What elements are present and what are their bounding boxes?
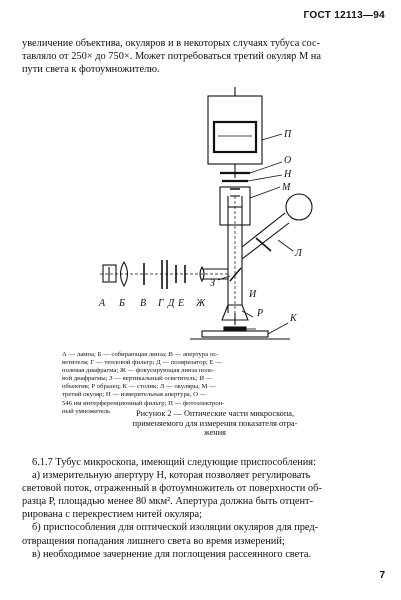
legend-line: объектив; Р образец; К — столик; Л — окуляры, М —	[62, 383, 216, 391]
legend-line: третий окуляр; Н — измерительная апертура, О —	[62, 391, 207, 399]
legend-line: 546 нм интерференционный фильтр; П — фотоэлектрон-	[62, 399, 225, 407]
beam-splitter	[230, 268, 241, 281]
text-line: тавляло от 250× до 750×. Может потребоваться третий окуляр М на	[22, 51, 321, 62]
label-Zh: Ж	[196, 298, 206, 309]
label-K: К	[290, 313, 297, 324]
label-I: И	[249, 289, 257, 300]
label-B: Б	[119, 298, 125, 309]
label-A: А	[99, 298, 106, 309]
label-M: М	[282, 182, 291, 193]
legend-line: полевая диафрагма; Ж — фокусирующая линза поле-	[62, 367, 215, 375]
label-L: Л	[295, 248, 302, 259]
light-path-components	[103, 260, 204, 289]
legend-line: ветителя; Г — тепловой фильтр; Д — поляризатор; Е —	[62, 359, 222, 367]
legend-line: вой диафрагмы; З — вертикальный осветитель; И —	[62, 375, 213, 383]
text-line: световой поток, отраженный в фотоумножитель от поверхности об-	[22, 483, 322, 495]
label-O: О	[284, 155, 292, 166]
text-line: 6.1.7 Тубус микроскопа, имеющий следующие приспособления:	[32, 457, 316, 468]
label-D: Д	[168, 298, 175, 309]
text-line: рирована с перекрестием нитей окуляра;	[22, 509, 203, 521]
intro-paragraph	[22, 37, 385, 76]
section-6-1-7	[22, 456, 385, 561]
legend-line: А — лампа; Б — собирающая линза; В — апертура ос-	[62, 351, 219, 358]
text-line: в) необходимое зачернение для поглощения рассеянного света.	[32, 548, 312, 560]
label-P: П	[284, 129, 292, 140]
label-N: Н	[284, 169, 292, 180]
sample	[224, 327, 246, 331]
figure-legend	[62, 351, 340, 416]
text-line: а) измерительную апертуру Н, которая позволяет регулировать	[32, 470, 311, 482]
stage	[202, 331, 268, 337]
text-line: отвращения попадания лишнего света во время измерений;	[22, 535, 285, 547]
label-V: В	[140, 298, 147, 309]
figure-caption	[110, 409, 320, 438]
caption-line: жения	[203, 428, 226, 437]
label-G: Г	[158, 298, 164, 309]
microscope-diagram	[90, 83, 320, 343]
caption-line: Рисунок 2 — Оптические части микроскопа,	[135, 409, 295, 418]
legend-line: ный умножитель	[62, 407, 111, 415]
page-number: 7	[379, 570, 385, 581]
caption-line: применяемого для измерения показателя отра-	[132, 418, 298, 428]
label-R: Р	[257, 308, 264, 319]
text-line: пути света к фотоумножителю.	[22, 64, 160, 75]
label-E: Е	[178, 298, 185, 309]
photomultiplier	[208, 87, 262, 178]
text-line: б) приспособления для оптической изоляции окуляров для пред-	[32, 522, 319, 534]
document-header: ГОСТ 12113—94	[303, 10, 385, 21]
text-line: разца Р, площадью менее 80 мкм². Апертура должна быть отцент-	[22, 496, 314, 508]
label-Z: З	[210, 278, 215, 289]
text-line: увеличение объектива, окуляров и в некоторых случаях тубуса сос-	[22, 38, 321, 49]
